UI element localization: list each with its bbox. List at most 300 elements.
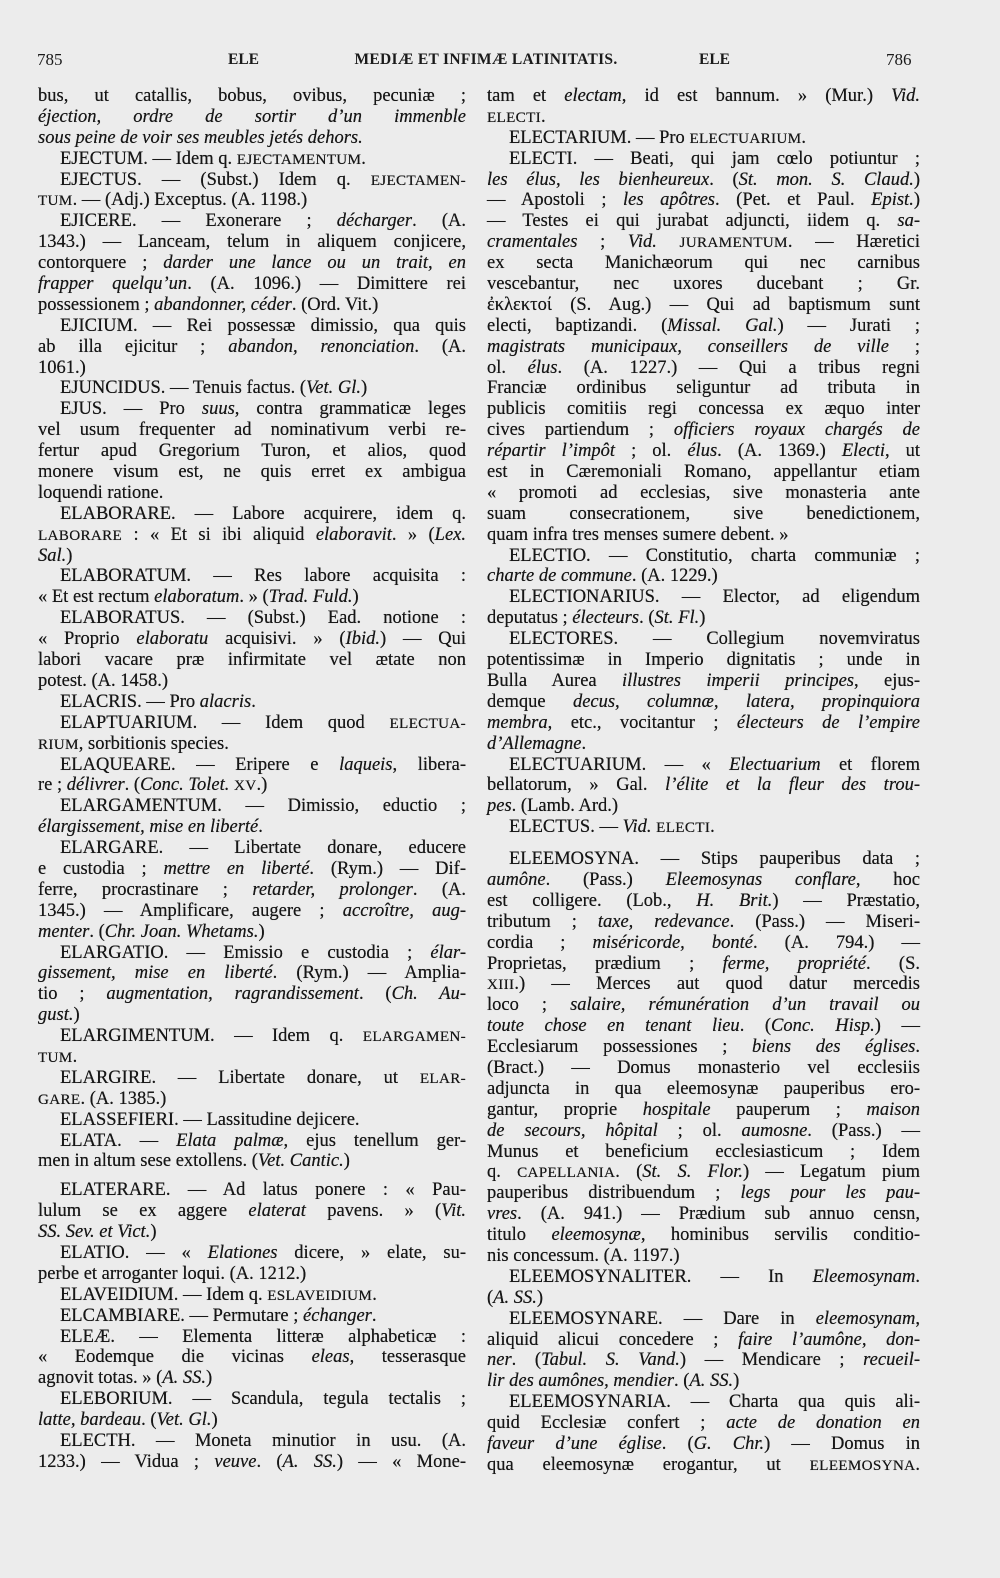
text-line [38,692,466,713]
text-line [38,1264,466,1285]
text-line [487,713,920,734]
text-line [487,546,920,567]
text-line [38,1368,466,1389]
roman-text: ) [361,378,368,399]
text-line [487,107,920,128]
roman-text: . — Hæretici [787,232,921,253]
roman-text: . (A. 1369.) [717,441,842,462]
roman-text: ELAVEIDIUM. — Idem q. [60,1284,268,1305]
text-line [487,1016,920,1037]
roman-text: ELATERARE. — Ad latus ponere : « Pau- [60,1180,466,1201]
roman-text: labori vacare præ infirmitate vel ætate non [38,650,466,671]
roman-text: perbe et arroganter loqui. (A. 1212.) [38,1263,307,1284]
roman-text: ) — [874,1016,920,1037]
roman-text: .) — Merces aut quod datur mercedis [514,974,920,995]
roman-text: ELECTARIUM. — Pro [509,127,690,148]
italic-text: illustres imperii principes [622,670,855,691]
small-caps-text: TUM [38,192,73,210]
text-line [487,170,920,191]
roman-text: . — (Adj.) Exceptus. (A. 1198.) [72,190,308,211]
roman-text: est colligere. (Lob., [487,890,697,911]
italic-text: pes [487,796,512,817]
roman-text: . (A. 1229.) [631,566,718,587]
italic-text: décharger [336,211,413,232]
running-head-right: ELE [699,51,731,68]
roman-text: « Et est rectum [38,587,155,608]
text-line [487,650,920,671]
italic-text: A. SS. [162,1368,207,1389]
roman-text: . ( [256,1451,283,1472]
dictionary-entry [38,1026,466,1068]
dictionary-entry [38,1306,466,1327]
roman-text: adjuncta in qua eleemosynæ pauperibus ero- [487,1078,920,1099]
roman-text: pavens. » ( [305,1201,442,1222]
italic-text: cramentales [487,232,578,253]
roman-text: « Proprio [38,629,137,650]
italic-text: Chr. Joan. Whetams. [104,921,259,942]
text-line [487,671,920,692]
roman-text: « promoti ad ecclesias, sive monasteria ante [487,482,920,503]
roman-text: ELATIO. — « [60,1242,208,1263]
text-line [487,1267,920,1288]
roman-text [657,232,680,252]
roman-text: ELACRIS. — Pro [60,691,200,712]
italic-text: hospitale [642,1099,711,1120]
roman-text: . ( [709,169,739,190]
roman-text: ELARGIRE. — Libertate donare, ut [60,1067,420,1088]
roman-text: . (A. [414,336,466,357]
roman-text: , libera- [392,754,466,775]
roman-text: aliquid alicui concedere ; [487,1329,739,1350]
roman-text: et florem [820,754,920,775]
italic-text: frapper quelqu’un [38,274,188,295]
roman-text: lulum se ex aggere [38,1201,249,1222]
roman-text: , id est bannum. » (Mur.) [621,86,892,106]
italic-text: faire l’aumône, don- [738,1329,920,1350]
roman-text: . (Pass.) [545,869,666,890]
text-line [487,1142,920,1163]
roman-text: . (Rym.) — Amplia- [272,963,466,984]
text-line [38,1431,466,1452]
roman-text: ) [913,190,920,211]
roman-text: — Apostoli ; [487,190,624,211]
text-line [487,1225,920,1246]
roman-text: ) [352,587,359,608]
text-line [487,954,920,975]
italic-text: officiers royaux chargés de [673,420,920,441]
italic-text: élargissement, mise en liberté [38,817,259,838]
roman-text: . [915,1266,920,1287]
italic-text: Elata palmæ [176,1130,284,1151]
text-line [487,504,920,525]
text-line [38,859,466,880]
text-line [487,1392,920,1413]
italic-text: elaterat [248,1201,306,1222]
italic-text: faveur d’une église [487,1434,662,1454]
italic-text: darder une lance ou un trait, en [163,253,466,274]
roman-text: loco ; [487,995,571,1016]
dictionary-entry [487,587,920,629]
dictionary-entry [38,170,466,212]
dictionary-entry [487,1392,920,1476]
italic-text: G. Chr. [693,1434,765,1454]
text-line [38,86,466,107]
text-line [38,462,466,483]
italic-text: ner [487,1350,512,1371]
text-line [38,734,466,755]
roman-text: : « Et si ibi aliquid [122,524,316,545]
italic-text: elaboravit [315,524,392,545]
dictionary-entry [38,608,466,692]
roman-text: re ; [38,775,67,796]
text-line [38,1389,466,1410]
italic-text: suus [201,399,235,420]
roman-text: . (A. 794.) — [752,932,920,953]
dictionary-entry [38,1285,466,1306]
roman-text: . ( [511,1350,542,1371]
roman-text: . ( [124,775,141,796]
roman-text: men in altum sese extollens. ( [38,1151,258,1172]
italic-text: Conc. Tolet. [140,775,230,796]
text-line [38,1222,466,1243]
roman-text: . (A. [412,211,466,232]
roman-text: ; ol. [657,1120,742,1141]
roman-text: . [581,733,587,754]
italic-text: charte de commune [487,566,632,587]
text-line [487,337,920,358]
roman-text: vescebantur, nec uxores ducebant ; Gr. [487,274,920,295]
italic-text: Trad. Fuld. [268,587,353,608]
italic-text: répartir l’impôt [487,441,616,462]
text-line [38,963,466,984]
dictionary-entry [38,796,466,838]
text-line [38,337,466,358]
roman-text: ELECTIONARIUS. — Elector, ad eligendum [509,587,920,608]
text-line [487,1183,920,1204]
italic-text: Vet. Gl. [306,378,362,399]
italic-text: magistrats municipaux, conseillers de ville [487,336,889,357]
roman-text: . (S. [865,953,920,974]
roman-text: demque [487,691,573,712]
italic-text: les élus, les bienheureux [487,169,710,190]
text-line [38,420,466,441]
text-line [487,775,920,796]
roman-text: quid Ecclesiæ confert ; [487,1413,727,1434]
italic-text: électeurs [572,608,640,629]
text-line [38,1151,466,1172]
small-caps-text: GARE [38,1090,81,1108]
italic-text: d’Allemagne [487,733,582,754]
text-line [487,295,920,316]
text-line [38,1201,466,1222]
italic-text: toute chose en tenant lieu [487,1016,740,1037]
text-line [38,1110,466,1131]
italic-text: Missal. Gal. [667,315,778,336]
roman-text: ferre, procrastinare ; [38,879,253,900]
roman-text: ELASSEFIERI. — Lassitudine dejicere. [60,1109,360,1130]
text-line [38,546,466,567]
roman-text: deputatus ; [487,608,573,629]
text-line [487,316,920,337]
roman-text: . (Lamb. Ard.) [511,796,619,817]
italic-text: taxe, redevance [597,911,730,932]
text-line [487,849,920,870]
text-line [487,211,920,232]
roman-text: ELECTH. — Moneta minutior in usu. (A. [60,1431,466,1451]
roman-text: publicis comitiis regi concessa ex æquo inter [487,399,920,420]
roman-text: ) [699,608,706,629]
text-line [487,891,920,912]
italic-text: SS. Sev. et Vict. [38,1222,151,1243]
roman-text: loquendi ratione. [38,482,164,503]
text-line [38,1347,466,1368]
roman-text: « Eodemque die vicinas [38,1347,312,1368]
roman-text: EJECTUS. — (Subst.) Idem q. [60,169,371,190]
text-line [38,128,466,149]
roman-text: ELECTUS. — [509,817,623,838]
roman-text: ) [343,1151,350,1172]
text-line [487,912,920,933]
dictionary-entry [38,211,466,315]
italic-text: electam [564,86,622,106]
italic-text: sa- [897,211,920,232]
roman-text: , hoc [855,869,920,890]
roman-text: q. [487,1162,518,1183]
roman-text: contorquere ; [38,253,164,274]
italic-text: ferme, propriété [722,953,866,974]
italic-text: échanger [303,1305,372,1326]
italic-text: Eleemosynam [812,1266,916,1287]
roman-text: ELCAMBIARE. — Permutare ; [60,1305,304,1326]
text-line [487,1162,920,1183]
text-line [487,629,920,650]
text-line [38,1327,466,1348]
text-line [38,441,466,462]
italic-text: acte de donation en [726,1413,920,1434]
roman-text: ELECTIO. — Constitutio, charta communiæ ; [509,545,920,566]
small-caps-text: EJECTAMENTUM [236,150,362,168]
text-line [487,1100,920,1121]
italic-text: l’élite et la fleur des trou- [665,775,920,796]
text-line [38,880,466,901]
italic-text: aumône [487,869,546,890]
text-line [38,566,466,587]
dictionary-entry [38,149,466,170]
roman-text: ELARGARE. — Libertate donare, educere [60,838,466,859]
roman-text: tio ; [38,984,107,1005]
roman-text: . [915,1454,920,1475]
text-line [487,525,920,546]
italic-text: lir des aumônes, mendier [487,1371,675,1392]
roman-text: . ( [739,1016,772,1037]
text-line [487,358,920,379]
dictionary-entry [487,546,920,588]
text-line [487,399,920,420]
italic-text: retarder, prolonger [252,879,413,900]
italic-text: St. mon. S. Claud. [738,169,914,190]
roman-text: bus, ut catallis, bobus, ovibus, pecuniæ ; [38,86,466,106]
dictionary-entry [487,128,920,149]
roman-text: . (Ord. Vit.) [291,294,379,315]
text-line [487,608,920,629]
italic-text: Electuarium [729,754,821,775]
italic-text: alacris [199,691,252,712]
dictionary-entry [487,86,920,128]
roman-text: . [541,106,546,127]
text-line [487,1079,920,1100]
roman-text: ; ol. [615,441,688,462]
italic-text: membra [487,712,548,733]
italic-text: délivrer [66,775,125,796]
text-line [487,1246,920,1267]
roman-text: suam consecrationem, sive benedictionem, [487,503,920,524]
roman-text: . ( [674,1371,690,1392]
text-line [487,420,920,441]
italic-text: vres [487,1204,518,1225]
text-line [38,817,466,838]
dictionary-entry [38,1327,466,1390]
roman-text: ) [258,921,265,942]
italic-text: St. S. Flor. [642,1162,743,1183]
text-line [487,1037,920,1058]
roman-text: EJUNCIDUS. — Tenuis factus. ( [60,378,307,399]
small-caps-text: XIII [487,976,515,994]
roman-text: . ( [89,921,105,942]
roman-text: EJUS. — Pro [60,399,202,420]
dictionary-entry [38,1131,466,1173]
italic-text: menter [38,921,90,942]
italic-text: Vet. Cantic. [257,1151,344,1172]
roman-text: ELABORATUS. — (Subst.) Ead. notione : [60,608,466,629]
roman-text: . (A. 1096.) — Dimittere rei [187,274,466,295]
roman-text: Proprietas, prædium ; [487,953,723,974]
italic-text: Ibid. [345,629,380,650]
roman-text: potentissimæ in Imperio dignitatis ; unde in [487,650,920,671]
italic-text: maison [866,1099,920,1120]
roman-text: ELARGAMENTUM. — Dimissio, eductio ; [60,796,466,817]
italic-text: sous peine de voir ses meubles jetés dehors. [38,127,363,148]
roman-text: 1233.) — Vidua ; [38,1451,215,1472]
italic-text: miséricorde, bonté [592,932,753,953]
running-title: MEDIÆ ET INFIMÆ LATINITATIS. [354,51,618,68]
page-number-left: 785 [37,50,63,69]
roman-text: ELEEMOSYNALITER. — In [509,1266,813,1287]
small-caps-text: RIUM [38,735,79,753]
roman-text: . (A. 941.) — Prædium sub annuo censn, [517,1204,920,1225]
dictionary-entry [487,1267,920,1309]
italic-text: augmentation, ragrandissement [106,984,359,1005]
roman-text: . » ( [391,524,435,545]
text-line [38,901,466,922]
text-line [38,149,466,170]
text-line [38,170,466,191]
roman-text: . ( [358,984,392,1005]
roman-text: fertur apud Gregorium Turon, et alios, quod [38,441,466,462]
dictionary-entry [38,504,466,567]
roman-text: . [915,1037,921,1058]
dictionary-entry [38,399,466,503]
text-line [487,462,920,483]
roman-text: ) — Præstatio, [772,890,921,911]
italic-text: Ch. Au- [391,984,467,1005]
dictionary-entry [487,149,920,546]
roman-text: ab illa ejicitur ; [38,336,229,357]
roman-text: ELARGATIO. — Emissio e custodia ; [60,942,431,963]
roman-text: 1343.) — Lanceam, telum in aliquem conjicere, [38,232,466,253]
text-line [487,566,920,587]
text-line [38,587,466,608]
roman-text: pauperibus distribuendum ; [487,1183,741,1204]
roman-text: Bulla Aurea [487,670,623,691]
dictionary-entry [38,838,466,942]
roman-text: . (A. 1227.) — Qui a tribus regni [557,357,920,378]
text-line [487,253,920,274]
text-line [38,775,466,796]
roman-text: ELABORATUM. — Res labore acquisita : [60,566,466,587]
roman-text: possessionem ; [38,294,155,315]
text-line [38,1131,466,1152]
roman-text: . [372,1284,377,1305]
italic-text: élus [687,441,718,462]
roman-text: ) [913,169,920,190]
roman-text: pauperum ; [710,1099,867,1120]
text-line [38,1089,466,1110]
roman-text: . (A. 1385.) [80,1088,167,1109]
roman-text: ) [73,1005,80,1026]
small-caps-text: ELAR- [419,1069,466,1087]
roman-text: . ( [661,1434,694,1454]
roman-text: 1345.) — Amplificare, augere ; [38,900,343,921]
italic-text: H. Brit. [696,890,773,911]
text-line [38,1068,466,1089]
text-line [487,692,920,713]
italic-text: les apôtres [623,190,715,211]
text-line [38,629,466,650]
text-line [38,232,466,253]
roman-text: potest. (A. 1458.) [38,670,168,691]
italic-text: eleemosynæ [551,1225,641,1246]
italic-text: legs pour les pau- [740,1183,920,1204]
text-line [38,943,466,964]
dictionary-entry [38,1180,466,1243]
roman-text: titulo [487,1225,552,1246]
dictionary-entry [38,378,466,399]
roman-text: , etc., vocitantur ; [547,712,737,733]
italic-text: biens des églises [752,1037,916,1058]
italic-text: decus, columnæ, latera, propinquiora [572,691,921,712]
text-line [38,1047,466,1068]
italic-text: Lex. [434,524,466,545]
text-line [487,1330,920,1351]
text-line [38,1005,466,1026]
roman-text: ) — Legatum pium [742,1162,920,1183]
text-line [487,933,920,954]
page-number-right: 786 [886,50,912,69]
text-line [38,1026,466,1047]
roman-text: (Bract.) — Domus monasterio vel ecclesiis [487,1057,920,1078]
roman-text: ELEEMOSYNA. — Stips pauperibus data ; [509,849,920,870]
roman-text: EJECTUM. — Idem q. [60,148,237,169]
roman-text: cives partiendum ; [487,420,674,441]
roman-text: . [72,1046,78,1067]
italic-text: elaboratum [154,587,240,608]
text-line [38,984,466,1005]
text-line [487,1204,920,1225]
dictionary-entry [38,943,466,1027]
text-line [38,211,466,232]
italic-text: recueil- [863,1350,920,1371]
text-line [38,713,466,734]
